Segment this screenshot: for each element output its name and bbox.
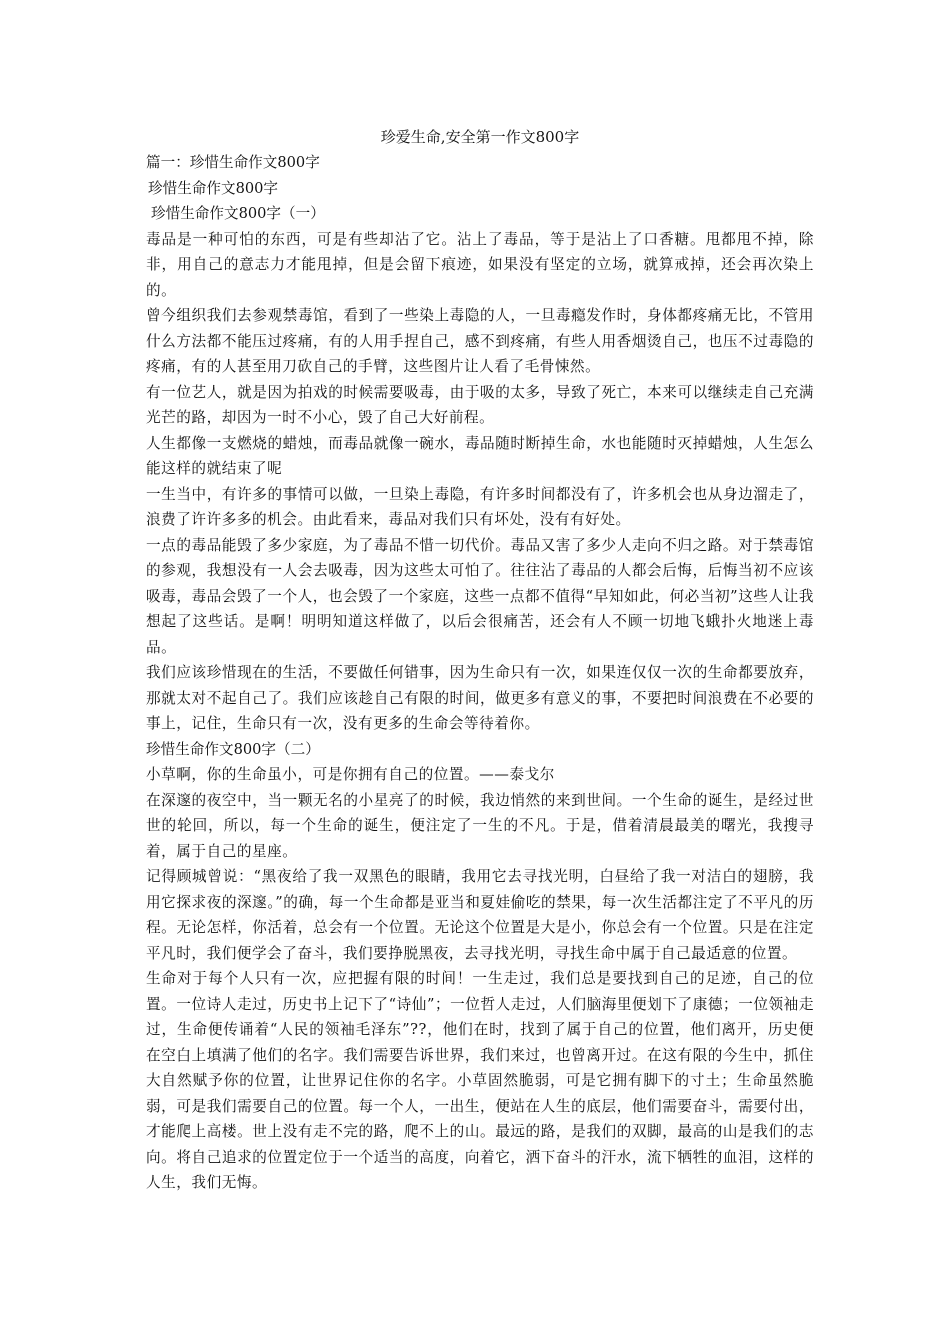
paragraph: 曾今组织我们去参观禁毒馆，看到了一些染上毒隐的人，一旦毒瘾发作时，身体都疼痛无比，不管用什么方法都不能压过疼痛，有的人用手捏自己，感不到疼痛，有些人用香烟烫自己，也压不过毒隐的疼痛，有的人甚至用刀砍自己的手臂，这些图片让人看了毛骨悚然。 xyxy=(146,307,814,375)
section-heading-4: 珍惜生命作文800字（二） xyxy=(146,740,320,758)
paragraph: 毒品是一种可怕的东西，可是有些却沾了它。沾上了毒品，等于是沾上了口香糖。甩都甩不掉，除非，用自己的意志力才能甩掉，但是会留下痕迹，如果没有坚定的立场，就算戒掉，还会再次染上的。 xyxy=(146,230,814,299)
section-heading-1: 篇一：珍惜生命作文800字 xyxy=(146,154,320,171)
section-heading-2: 珍惜生命作文800字 xyxy=(148,179,279,197)
paragraph: 一生当中，有许多的事情可以做，一旦染上毒隐，有许多时间都没有了，许多机会也从身边溜走了，浪费了许许多多的机会。由此看来，毒品对我们只有坏处，没有有好处。 xyxy=(146,485,814,528)
paragraph: 记得顾城曾说：“黑夜给了我一双黑色的眼睛，我用它去寻找光明，白昼给了我一对洁白的翅膀，我用它探求夜的深邃。”的确，每一个生命都是亚当和夏娃偷吃的禁果，每一次生活都注定了不平凡的历程。无论怎样，你活着，总会有一个位置。无论这个位置是大是小，你总会有一个位置。只是在注定平凡时，我们便学会了奋斗，我们要挣脱黑夜，去寻找光明，寻找生命中属于自己最适意的位置。 xyxy=(146,868,814,962)
document-title: 珍爱生命,安全第一作文800字 xyxy=(380,128,580,146)
paragraph: 小草啊，你的生命虽小，可是你拥有自己的位置。——泰戈尔 xyxy=(146,766,555,783)
paragraph: 有一位艺人，就是因为拍戏的时候需要吸毒，由于吸的太多，导致了死亡，本来可以继续走自己充满光芒的路，却因为一时不小心，毁了自己大好前程。 xyxy=(146,383,814,426)
paragraph: 人生都像一支燃烧的蜡烛，而毒品就像一碗水，毒品随时断掉生命，水也能随时灭掉蜡烛，人生怎么能这样的就结束了呢 xyxy=(146,434,814,477)
document-page xyxy=(146,124,814,1196)
paragraph: 一点的毒品能毁了多少家庭，为了毒品不惜一切代价。毒品又害了多少人走向不归之路。对于禁毒馆的参观，我想没有一人会去吸毒，因为这些太可怕了。往往沾了毒品的人都会后悔，后悔当初不应该吸毒，毒品会毁了一个人，也会毁了一个家庭，这些一点都不值得“早知如此，何必当初”这些人让我想起了这些话。是啊！明明知道这样做了，以后会很痛苦，还会有人不顾一切地飞蛾扑火地迷上毒品。 xyxy=(146,536,814,656)
section-heading-3: 珍惜生命作文800字（一） xyxy=(151,205,325,222)
paragraph: 我们应该珍惜现在的生活，不要做任何错事，因为生命只有一次，如果连仅仅一次的生命都要放弃，那就太对不起自己了。我们应该趁自己有限的时间，做更多有意义的事，不要把时间浪费在不必要的事上，记住，生命只有一次，没有更多的生命会等待着你。 xyxy=(146,664,814,732)
paragraph: 在深邃的夜空中，当一颗无名的小星亮了的时候，我边悄然的来到世间。一个生命的诞生，是经过世世的轮回，所以，每一个生命的诞生，便注定了一生的不凡。于是，借着清晨最美的曙光，我搜寻着，属于自己的星座。 xyxy=(146,791,814,860)
paragraph: 生命对于每个人只有一次，应把握有限的时间！一生走过，我们总是要找到自己的足迹，自己的位置。一位诗人走过，历史书上记下了“诗仙”；一位哲人走过，人们脑海里便划下了康德；一位领袖走过，生命便传诵着“人民的领袖毛泽东”??，他们在时，找到了属于自己的位置，他们离开，历史便在空白上填满了他们的名字。我们需要告诉世界，我们来过，也曾离开过。在这有限的今生中，抓住大自然赋予你的位置，让世界记住你的名字。小草固然脆弱，可是它拥有脚下的寸土；生命虽然脆弱，可是我们需要自己的位置。每一个人，一出生，便站在人生的底层，他们需要奋斗，需要付出，才能爬上高楼。世上没有走不完的路，爬不上的山。最远的路，是我们的双脚，最高的山是我们的志向。将自己追求的位置定位于一个适当的高度，向着它，洒下奋斗的汗水，流下牺牲的血泪，这样的人生，我们无悔。 xyxy=(146,970,814,1191)
